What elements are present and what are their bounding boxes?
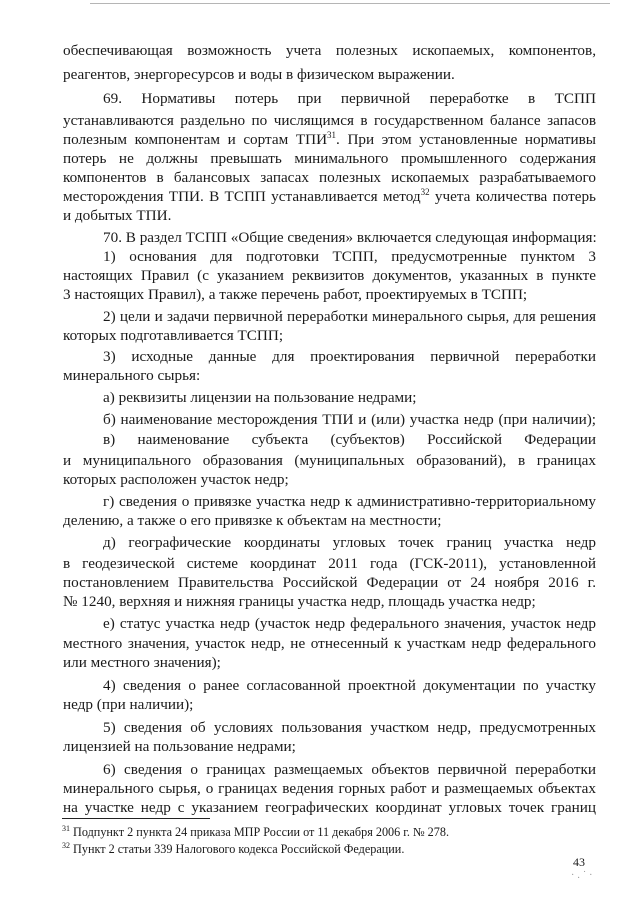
body-line: делению, а также о его привязке к объектам на местности;	[63, 512, 442, 529]
body-line: реагентов, энергоресурсов и воды в физическом выражении.	[63, 66, 455, 83]
page-number: 43	[573, 855, 585, 869]
footnote: $^{31}$ Подпункт 2 пункта 24 приказа МПР России от 11 декабря 2006 г. № 278.	[62, 823, 449, 839]
footnote-separator	[62, 818, 210, 819]
body-line: в) наименование субъекта (субъектов) Российской Федерации	[103, 431, 596, 448]
body-line: б) наименование месторождения ТПИ и (или) участка недр (при наличии);	[103, 411, 596, 428]
body-line: или местного значения);	[63, 654, 221, 671]
body-line: местного значения, участок недр, не отнесенный к участкам недр федерального	[63, 635, 596, 652]
body-line: которых подготавливается ТСПП;	[63, 327, 284, 344]
body-line: а) реквизиты лицензии на пользование недрами;	[103, 389, 417, 406]
body-line: в геодезической системе координат 2011 года (ГСК-2011), установленной	[63, 555, 596, 572]
body-line: г) сведения о привязке участка недр к административно-территориальному	[103, 493, 596, 510]
body-line: 69. Нормативы потерь при первичной переработке в ТСПП	[103, 90, 596, 107]
body-line: 2) цели и задачи первичной переработки минерального сырья, для решения	[103, 308, 596, 325]
body-line: минерального сырья:	[63, 367, 201, 384]
footnote-ref: 31	[327, 129, 337, 140]
body-line: потерь не должны превышать минимального промышленного содержания	[63, 150, 596, 167]
body-line: компонентов в балансовых запасах полезных ископаемых разрабатываемого	[63, 169, 596, 186]
body-line: которых расположен участок недр;	[63, 471, 289, 488]
body-line: недр (при наличии);	[63, 696, 194, 713]
body-line: и муниципального образования (муниципальных образований), в границах	[63, 452, 596, 469]
body-line: постановлением Правительства Российской Федерации от 24 ноября 2016 г.	[63, 574, 596, 591]
body-line: месторождения ТПИ. В ТСПП устанавливается метод$^{32}$ учета количества потерь	[63, 186, 596, 205]
body-line: 3 настоящих Правил), а также перечень работ, проектируемых в ТСПП;	[63, 286, 528, 303]
body-line: 3) исходные данные для проектирования первичной переработки	[103, 348, 596, 365]
body-line: 70. В раздел ТСПП «Общие сведения» включается следующая информация:	[103, 229, 597, 246]
body-line: лицензией на пользование недрами;	[63, 738, 296, 755]
body-line: д) географические координаты угловых точек границ участка недр	[103, 534, 596, 551]
top-border-line	[90, 3, 610, 4]
body-line: полезным компонентам и сортам ТПИ$^{31}$. При этом установленные нормативы	[63, 129, 596, 148]
body-line: 1) основания для подготовки ТСПП, предусмотренные пунктом 3	[103, 248, 596, 265]
body-line: и добытых ТПИ.	[63, 207, 172, 224]
body-line: настоящих Правил (с указанием реквизитов документов, указанных в пункте	[63, 267, 596, 284]
body-line: е) статус участка недр (участок недр федерального значения, участок недр	[103, 615, 596, 632]
body-line: устанавливаются раздельно по числящимся в государственном балансе запасов	[63, 112, 596, 129]
body-line: минерального сырья, о границах ведения горных работ и размещаемых объектах	[63, 780, 596, 797]
body-line: № 1240, верхняя и нижняя границы участка недр, площадь участка недр;	[63, 593, 536, 610]
footnote: $^{32}$ Пункт 2 статьи 339 Налогового кодекса Российской Федерации.	[62, 840, 405, 856]
footnote-ref: 32	[420, 186, 430, 197]
scan-specks: ·.˙·	[571, 870, 596, 881]
body-line: обеспечивающая возможность учета полезных ископаемых, компонентов,	[63, 42, 596, 59]
body-line: 4) сведения о ранее согласованной проектной документации по участку	[103, 677, 596, 694]
body-line: 5) сведения об условиях пользования участком недр, предусмотренных	[103, 719, 596, 736]
body-line: 6) сведения о границах размещаемых объектов первичной переработки	[103, 761, 596, 778]
body-line: на участке недр с указанием географических координат угловых точек границ	[63, 799, 596, 816]
